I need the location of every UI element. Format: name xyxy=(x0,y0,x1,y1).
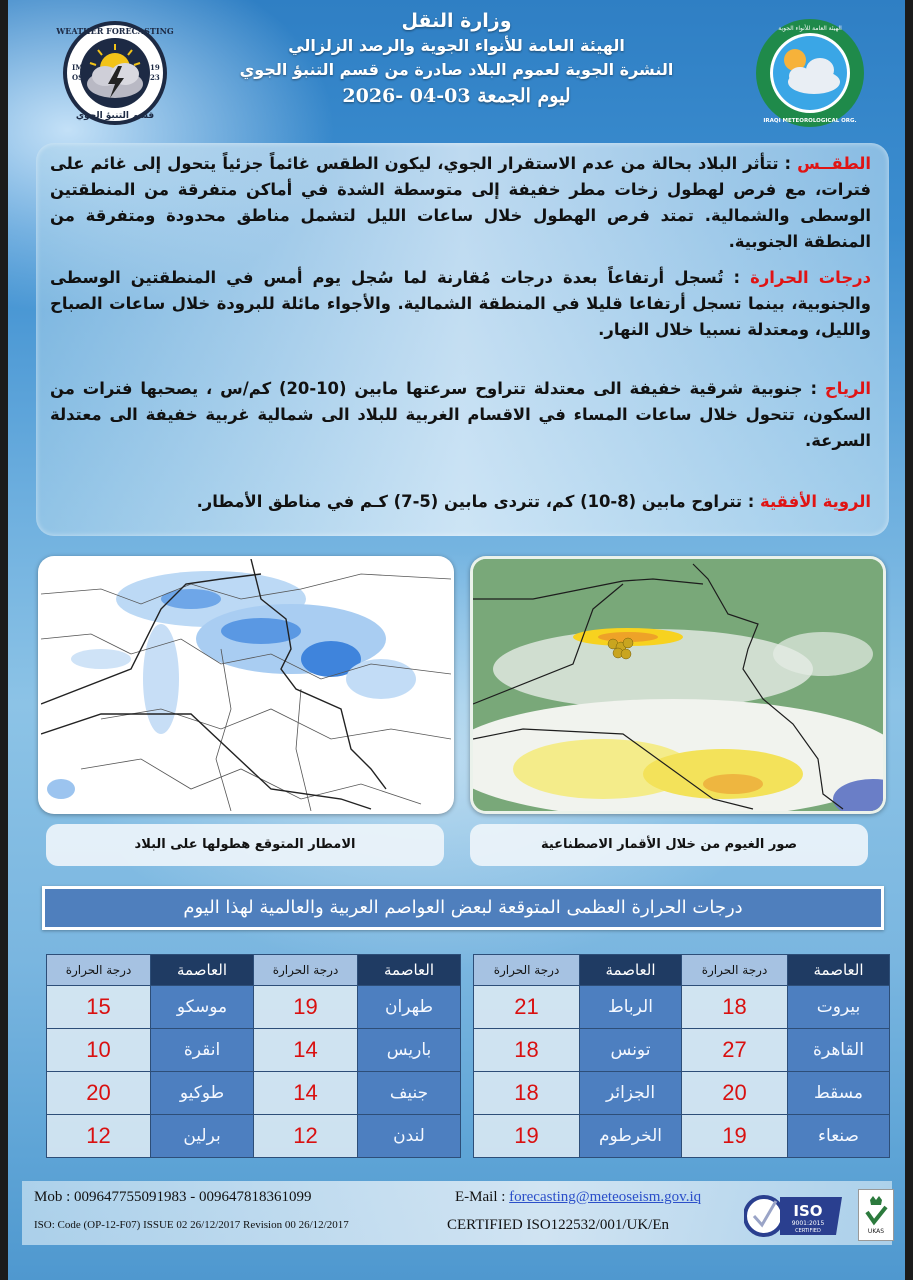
city-column-header: العاصمة xyxy=(788,955,890,986)
temp-cell: 18 xyxy=(682,986,788,1029)
city-cell: برلين xyxy=(151,1115,254,1158)
city-cell: موسكو xyxy=(151,986,254,1029)
rain-forecast-map xyxy=(38,556,454,814)
iso-badge-status: CERTIFIED xyxy=(795,1228,821,1234)
iso-badge-standard: 9001:2015 xyxy=(791,1220,825,1227)
city-cell: تونس xyxy=(580,1029,682,1072)
svg-text:23: 23 xyxy=(150,73,160,82)
temp-column-header: درجة الحرارة xyxy=(47,955,151,986)
mobile-numbers: Mob : 009647755091983 - 009647818361099 xyxy=(34,1189,312,1205)
iso-code-line: ISO: Code (OP-12-F07) ISSUE 02 26/12/2017 Revision 00 26/12/2017 xyxy=(34,1219,349,1231)
city-cell: انقرة xyxy=(151,1029,254,1072)
temp-cell: 14 xyxy=(254,1029,358,1072)
iso-badge-title: ISO xyxy=(793,1202,823,1220)
email-label: E-Mail : xyxy=(455,1189,510,1205)
city-cell: باريس xyxy=(358,1029,461,1072)
temp-cell: 20 xyxy=(682,1072,788,1115)
weather-label: الطقــس xyxy=(797,154,871,173)
temp-column-header: درجة الحرارة xyxy=(682,955,788,986)
table-header-row xyxy=(474,955,890,986)
city-column-header: العاصمة xyxy=(580,955,682,986)
city-cell: طهران xyxy=(358,986,461,1029)
capitals-temperature-table-right xyxy=(473,954,890,1158)
svg-text:قسم التنبؤ الجوي: قسم التنبؤ الجوي xyxy=(75,111,155,121)
city-cell: جنيف xyxy=(358,1072,461,1115)
svg-text:OS: OS xyxy=(72,73,84,82)
authority-name: الهيئة العامة للأنواء الجوية والرصد الزلزالي xyxy=(288,36,625,55)
city-cell: طوكيو xyxy=(151,1072,254,1115)
wind-label: الرياح xyxy=(824,379,871,398)
ukas-label: UKAS xyxy=(867,1228,885,1235)
weather-paragraph xyxy=(50,151,871,255)
iraqi-meteorological-organization-logo xyxy=(748,18,873,128)
svg-text:WEATHER FORECASTING: WEATHER FORECASTING xyxy=(56,26,174,36)
city-cell: الرباط xyxy=(580,986,682,1029)
satellite-map-caption: صور الغيوم من خلال الأقمار الاصطناعية xyxy=(470,824,868,866)
temp-column-header: درجة الحرارة xyxy=(254,955,358,986)
capitals-table-title xyxy=(42,886,884,930)
email-link[interactable]: forecasting@meteoseism.gov.iq xyxy=(509,1189,702,1205)
temp-cell: 18 xyxy=(474,1072,580,1115)
certification-line: CERTIFIED ISO122532/001/UK/En xyxy=(447,1217,670,1233)
wind-text: : جنوبية شرقية خفيفة الى معتدلة تتراوح سرعتها مابين (10-20) كم/س ، يصحبها فترات من السكون، تتحول خلال ساعات المساء في الاقسام الغربية للبلاد الى شمالية غربية خفيفة الى معتدلة السرعة. xyxy=(50,379,871,450)
temp-cell: 27 xyxy=(682,1029,788,1072)
temp-cell: 12 xyxy=(47,1115,151,1158)
table-row xyxy=(474,1115,890,1158)
temp-cell: 14 xyxy=(254,1072,358,1115)
svg-text:الهيئة العامة للأنواء الجوية: الهيئة العامة للأنواء الجوية xyxy=(778,25,842,32)
table-row xyxy=(47,1029,461,1072)
visibility-text: : تتراوح مابين (8-10) كم، تتردى مابين (5-7) كـم في مناطق الأمطار. xyxy=(196,492,761,511)
table-header-row xyxy=(47,955,461,986)
table-row xyxy=(47,986,461,1029)
weather-bulletin-page xyxy=(8,0,905,1280)
temp-cell: 10 xyxy=(47,1029,151,1072)
svg-text:IRAQI METEOROLOGICAL ORG.: IRAQI METEOROLOGICAL ORG. xyxy=(763,118,857,124)
rain-map-caption: الامطار المتوقع هطولها على البلاد xyxy=(46,824,444,866)
temp-cell: 21 xyxy=(474,986,580,1029)
table-row xyxy=(474,1029,890,1072)
temperature-text: : تُسجل أرتفاعاً بعدة درجات مُقارنة لما سُجل يوم أمس في المنطقتين الوسطى والجنوبية، بينما تسجل أرتفاعا قليلا في المنطقة الشمالية. والأجواء مائلة للبرودة خلال ساعات الصباح والليل، ومعتدلة نسبيا خلال النهار. xyxy=(50,268,871,339)
city-cell: الخرطوم xyxy=(580,1115,682,1158)
weather-text: : تتأثر البلاد بحالة من عدم الاستقرار الجوي، ليكون الطقس غائماً جزئياً يتحول إلى غائم على فترات، مع فرص لهطول زخات مطر خفيفة إلى متوسطة الشدة في أماكن متفرقة من المنطقتين الوسطى والشمالية. تمتد فرص الهطول خلال ساعات الليل لتشمل مناطق محدودة ومتفرقة من المنطقة الجنوبية. xyxy=(50,154,871,251)
iso-certified-badge xyxy=(744,1191,846,1241)
city-cell: لندن xyxy=(358,1115,461,1158)
visibility-paragraph xyxy=(50,489,871,515)
wind-paragraph xyxy=(50,376,871,454)
temp-cell: 20 xyxy=(47,1072,151,1115)
bulletin-text-panel xyxy=(36,143,889,536)
table-row xyxy=(474,986,890,1029)
temp-cell: 18 xyxy=(474,1029,580,1072)
contact-footer xyxy=(22,1181,892,1245)
capitals-temperature-table-left xyxy=(46,954,461,1158)
table-row xyxy=(474,1072,890,1115)
temp-cell: 19 xyxy=(254,986,358,1029)
bulletin-title: النشرة الجوية لعموم البلاد صادرة من قسم التنبؤ الجوي xyxy=(239,60,674,79)
city-cell: القاهرة xyxy=(788,1029,890,1072)
temp-cell: 15 xyxy=(47,986,151,1029)
visibility-label: الروية الأفقية xyxy=(760,492,871,511)
email-line xyxy=(455,1189,701,1206)
city-column-header: العاصمة xyxy=(151,955,254,986)
ukas-badge xyxy=(858,1189,894,1241)
temp-cell: 19 xyxy=(474,1115,580,1158)
bulletin-date: ليوم الجمعة 03-04 -2026 xyxy=(342,85,571,107)
temp-column-header: درجة الحرارة xyxy=(474,955,580,986)
satellite-cloud-map xyxy=(470,556,886,814)
temp-cell: 12 xyxy=(254,1115,358,1158)
svg-text:19: 19 xyxy=(150,63,160,72)
svg-text:IM: IM xyxy=(72,63,84,72)
city-column-header: العاصمة xyxy=(358,955,461,986)
ministry-name: وزارة النقل xyxy=(401,10,512,32)
city-cell: صنعاء xyxy=(788,1115,890,1158)
capitals-table-title-text: درجات الحرارة العظمى المتوقعة لبعض العواصم العربية والعالمية لهذا اليوم xyxy=(45,889,881,927)
city-cell: بيروت xyxy=(788,986,890,1029)
table-row xyxy=(47,1072,461,1115)
temperature-paragraph xyxy=(50,265,871,343)
temperature-label: درجات الحرارة xyxy=(750,268,871,287)
temp-cell: 19 xyxy=(682,1115,788,1158)
city-cell: مسقط xyxy=(788,1072,890,1115)
table-row xyxy=(47,1115,461,1158)
city-cell: الجزائر xyxy=(580,1072,682,1115)
